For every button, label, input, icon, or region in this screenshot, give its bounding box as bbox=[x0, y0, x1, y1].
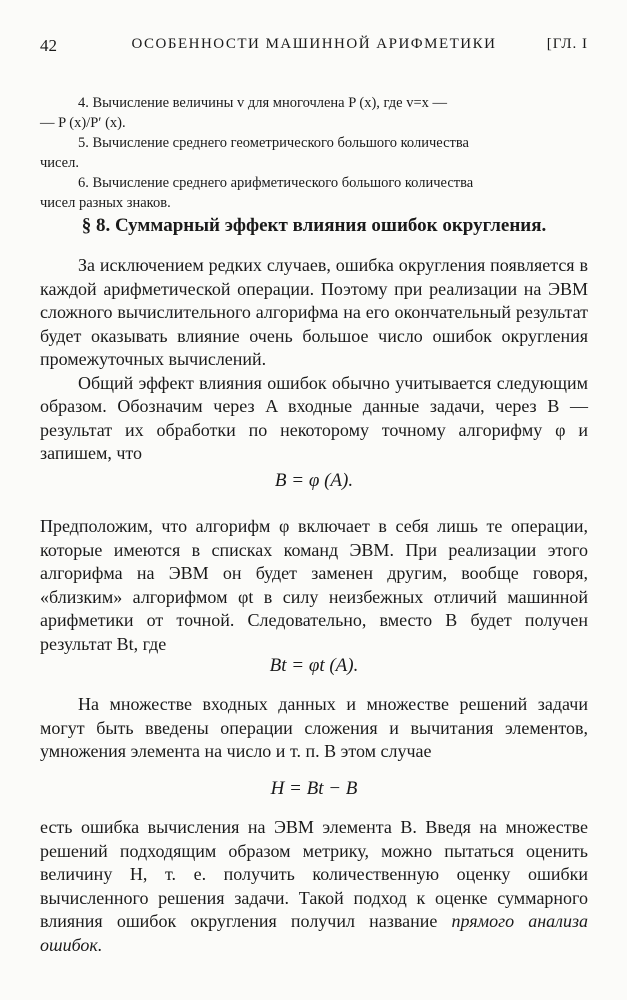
exercise-list bbox=[40, 93, 588, 213]
list-item-5-cont: чисел. bbox=[40, 155, 79, 171]
list-item-6: 6. Вычисление среднего арифметического большого количества bbox=[78, 175, 474, 191]
paragraph-1-block bbox=[40, 254, 588, 466]
section-heading: § 8. Суммарный эффект влияния ошибок округления. bbox=[81, 215, 547, 236]
chapter-marker: [ГЛ. I bbox=[546, 36, 588, 52]
formula-1: B = φ (A). bbox=[274, 470, 354, 491]
term-direct-error-analysis: прямого анализа ошибок. bbox=[40, 911, 589, 955]
paragraph-1: За исключением редких случаев, ошибка округления появляется в каждой арифметической операции. Поэтому при реализации на ЭВМ сложного вычислительного алгорифма на его окончательный результат будет оказывать влияние очень большое число ошибок округления промежуточных вычислений. bbox=[40, 255, 588, 369]
list-item-4-cont: — P (x)/P′ (x). bbox=[40, 115, 126, 131]
paragraph-4-block bbox=[40, 693, 588, 764]
running-header bbox=[40, 36, 588, 64]
list-item-6-cont: чисел разных знаков. bbox=[40, 195, 171, 211]
paragraph-3: Предположим, что алгорифм φ включает в себя лишь те операции, которые имеются в списках команд ЭВМ. При реализации этого алгорифма на ЭВМ он будет заменен другим, вообще говоря, «близким» алгорифмом φt в силу неизбежных отличий машинной арифметики от точной. Следовательно, вместо B будет получен результат Bt, где bbox=[40, 516, 588, 654]
paragraph-4: На множестве входных данных и множестве решений задачи могут быть введены операции сложения и вычитания элементов, умножения элемента на число и т. п. В этом случае bbox=[40, 694, 588, 761]
formula-2: Bt = φt (A). bbox=[269, 655, 359, 676]
paragraph-5-block bbox=[40, 816, 588, 957]
paragraph-5-text: есть ошибка вычисления на ЭВМ элемента B. Введя на множестве решений подходящим образом метрику, можно пытаться оценить величину H, т. е. получить количественную оценку ошибки вычисленного решения задачи. Такой подход к оценке суммарного влияния ошибок округления получил название bbox=[40, 817, 588, 931]
list-item-4: 4. Вычисление величины v для многочлена P (x), где v=x — bbox=[78, 95, 448, 111]
running-title: ОСОБЕННОСТИ МАШИННОЙ АРИФМЕТИКИ bbox=[131, 36, 497, 52]
formula-3: H = Bt − B bbox=[270, 778, 358, 799]
paragraph-2: Общий эффект влияния ошибок обычно учитывается следующим образом. Обозначим через A входные данные задачи, через B — результат их обработки по некоторому точному алгорифму φ и запишем, что bbox=[40, 372, 588, 463]
paragraph-5 bbox=[40, 816, 588, 957]
paragraph-3-block bbox=[40, 515, 588, 656]
page-number: 42 bbox=[40, 36, 57, 55]
list-item-5: 5. Вычисление среднего геометрического большого количества bbox=[78, 135, 469, 151]
